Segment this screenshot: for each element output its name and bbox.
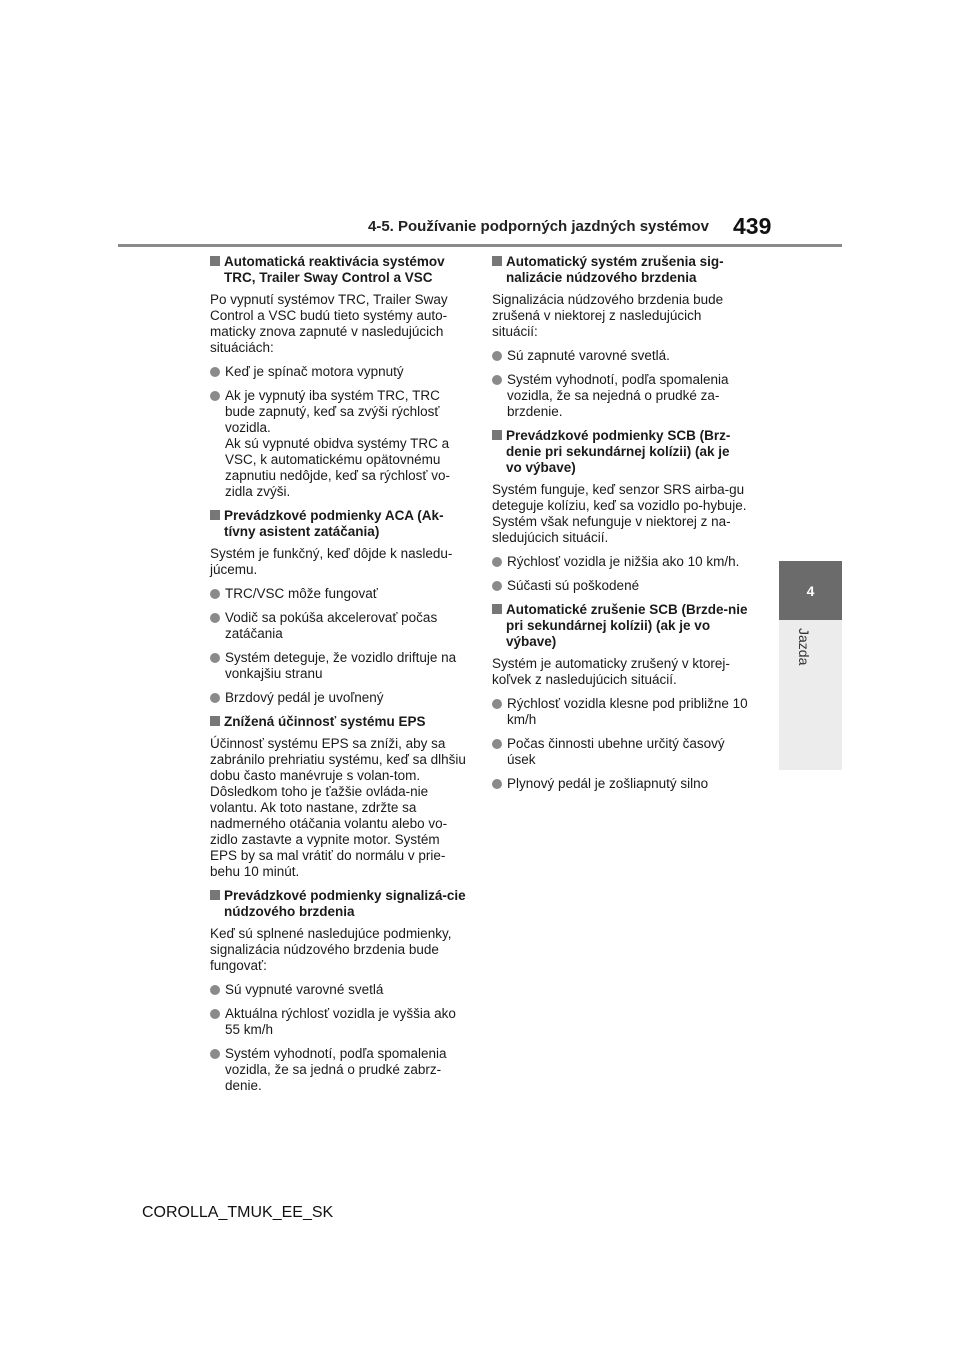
bullet-item: TRC/VSC môže fungovať [210,586,466,602]
bullet-item: Aktuálna rýchlosť vozidla je vyššia ako 55 km/h [210,1006,466,1038]
bullet-item: Sú zapnuté varovné svetlá. [492,348,748,364]
paragraph: Systém je automaticky zrušený v ktorej-koľvek z nasledujúcich situácií. [492,656,730,687]
right-column [492,254,748,800]
left-column [210,254,466,1102]
paragraph: Systém je funkčný, keď dôjde k nasledu-júcemu. [210,546,453,577]
bullet-item: Systém deteguje, že vozidlo driftuje na vonkajšiu stranu [210,650,466,682]
bullet-item: Rýchlosť vozidla je nižšia ako 10 km/h. [492,554,748,570]
bullet-item: Plynový pedál je zošliapnutý silno [492,776,748,792]
page-number: 439 [733,213,772,239]
header-divider [118,244,842,247]
bullet-item: Systém vyhodnotí, podľa spomalenia vozidla, že sa nejedná o prudké za-brzdenie. [492,372,748,420]
bullet-item: Keď je spínač motora vypnutý [210,364,466,380]
section-heading: Automatický systém zrušenia sig-nalizácie núdzového brzdenia [492,254,748,286]
bullet-item: Systém vyhodnotí, podľa spomalenia vozidla, že sa jedná o prudké zabrz-denie. [210,1046,466,1094]
chapter-tab[interactable]: 4 [779,561,842,620]
section-heading: Prevádzkové podmienky ACA (Ak-tívny asistent zatáčania) [210,508,466,540]
bullet-item: Vodič sa pokúša akcelerovať počas zatáčania [210,610,466,642]
section-title: 4-5. Používanie podporných jazdných systémov [368,218,709,235]
bullet-item: Rýchlosť vozidla klesne pod približne 10 km/h [492,696,748,728]
section-heading: Znížená účinnosť systému EPS [210,714,466,730]
section-heading: Prevádzkové podmienky signalizá-cie núdzového brzdenia [210,888,466,920]
paragraph: Signalizácia núdzového brzdenia bude zrušená v niektorej z nasledujúcich situácií: [492,292,724,339]
bullet-item: Súčasti sú poškodené [492,578,748,594]
section-heading: Prevádzkové podmienky SCB (Brz-denie pri sekundárnej kolízii) (ak je vo výbave) [492,428,748,476]
section-heading: Automatická reaktivácia systémov TRC, Trailer Sway Control a VSC [210,254,466,286]
paragraph: Systém funguje, keď senzor SRS airba-gu deteguje kolíziu, keď sa vozidlo po-hybuje. Systém však nefunguje v niektorej z na-sledujúcich situácií. [492,482,747,545]
document-code: COROLLA_TMUK_EE_SK [142,1204,334,1221]
paragraph: Po vypnutí systémov TRC, Trailer Sway Control a VSC budú tieto systémy auto-maticky znova zapnuté v nasledujúcich situáciách: [210,292,448,355]
paragraph: Účinnosť systému EPS sa zníži, aby sa zabránilo prehriatiu systému, keď sa dlhšiu dobu často manévruje s volan-tom. Dôsledkom toho je ťažšie ovláda-nie volantu. Ak toto nastane, zdržte sa nadmerného otáčania volantu alebo vo-zidlo zastavte a vypnite motor. Systém EPS by sa mal vrátiť do normálu v prie-behu 10 minút. [210,736,466,879]
bullet-item: Ak je vypnutý iba systém TRC, TRC bude zapnutý, keď sa zvýši rýchlosť vozidla. Ak sú vypnuté obidva systémy TRC a VSC, k automatickému opätovnému zapnutiu nedôjde, keď sa rýchlosť vo-zidla zvýši. [210,388,466,500]
bullet-item: Sú vypnuté varovné svetlá [210,982,466,998]
bullet-item: Brzdový pedál je uvoľnený [210,690,466,706]
bullet-item: Počas činnosti ubehne určitý časový úsek [492,736,748,768]
paragraph: Keď sú splnené nasledujúce podmienky, signalizácia núdzového brzdenia bude fungovať: [210,926,452,973]
chapter-name: Jazda [796,628,812,666]
section-heading: Automatické zrušenie SCB (Brzde-nie pri sekundárnej kolízii) (ak je vo výbave) [492,602,748,650]
